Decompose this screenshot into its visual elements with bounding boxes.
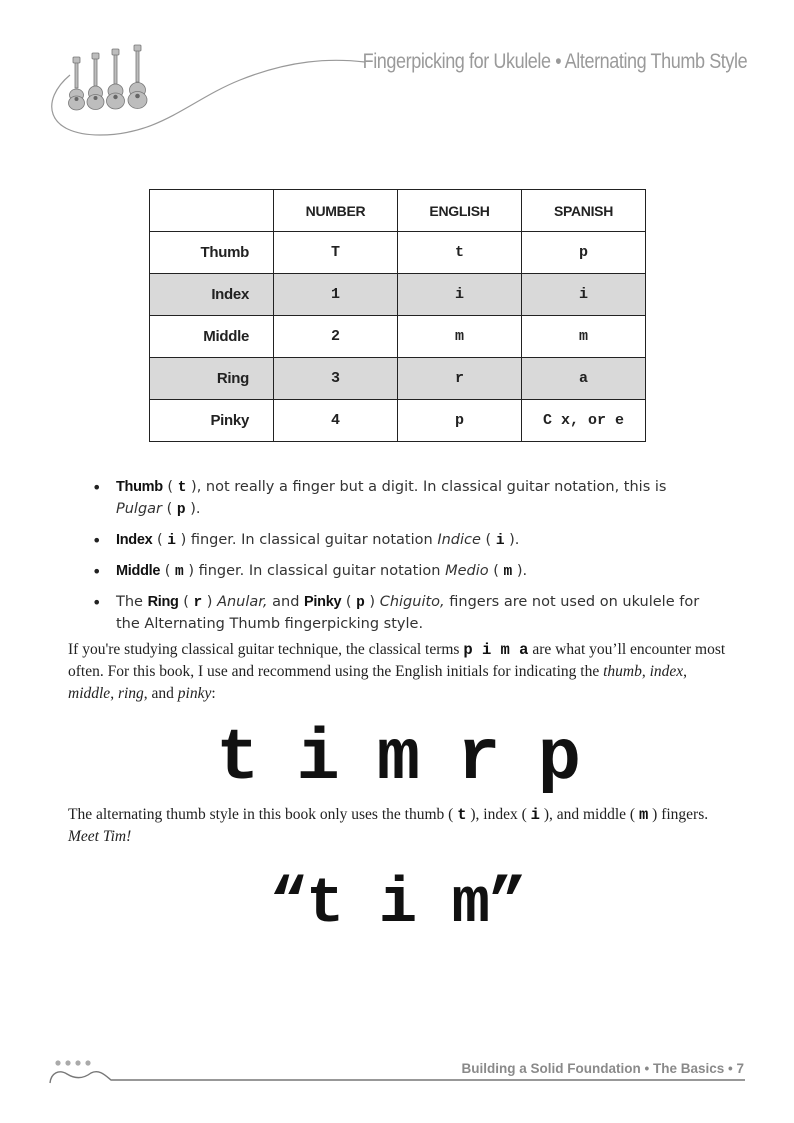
table-cell: 3 xyxy=(274,358,398,400)
finger-code: r xyxy=(193,595,203,611)
finger-code: i xyxy=(495,533,505,549)
table-cell: 2 xyxy=(274,316,398,358)
bullet-text: ). xyxy=(516,563,528,579)
list-item: • The Ring ( r ) Anular, and Pinky ( p ) Chiguito, fingers are not used on ukulele for the Alternating Thumb fingerpicking style. xyxy=(92,592,712,635)
bullet-italic: Chiguito, xyxy=(379,594,445,610)
bullet-text: and xyxy=(272,594,300,610)
bullet-text: fingers are not used on ukulele for the Alternating Thumb fingerpicking style. xyxy=(116,594,700,632)
header-ukulele-graphic xyxy=(40,40,380,140)
finger-code: i xyxy=(167,533,176,549)
paragraph-text: ) fingers. xyxy=(652,806,709,823)
paragraph-text: The alternating thumb style in this book only uses the thumb ( xyxy=(68,806,454,823)
row-label: Ring xyxy=(150,358,274,400)
paragraph-text: and xyxy=(151,685,174,702)
finger-word: ring xyxy=(117,685,144,702)
table-cell: t xyxy=(398,232,522,274)
finger-word: middle xyxy=(68,685,111,702)
table-row xyxy=(150,400,646,442)
running-footer: Building a Solid Foundation • The Basics • 7 xyxy=(461,1061,744,1076)
table-cell: i xyxy=(522,274,646,316)
row-label: Index xyxy=(150,274,274,316)
paragraph-italic: Meet Tim! xyxy=(68,828,132,845)
bullet-text: The xyxy=(116,594,143,610)
bullet-text: ). xyxy=(509,532,520,548)
term-thumb: Thumb xyxy=(116,479,163,495)
row-label: Pinky xyxy=(150,400,274,442)
paragraph-text: : xyxy=(211,685,216,702)
table-cell: 1 xyxy=(274,274,398,316)
table-header-row xyxy=(150,190,646,232)
finger-word: pinky xyxy=(177,685,212,702)
table-row xyxy=(150,232,646,274)
paragraph-text: ), and middle ( xyxy=(543,806,636,823)
bullet-text: ), not really a finger but a digit. In classical guitar notation, this is xyxy=(191,479,667,495)
finger-code: m xyxy=(638,806,649,824)
table-header-cell xyxy=(150,190,274,232)
finger-code: p i m a xyxy=(463,641,529,659)
table-cell: i xyxy=(398,274,522,316)
finger-code: t xyxy=(457,806,467,824)
table-cell: p xyxy=(398,400,522,442)
term-middle: Middle xyxy=(116,563,161,579)
running-header-title: Fingerpicking for Ukulele • Alternating Thumb Style xyxy=(362,50,747,73)
term-ring: Ring xyxy=(147,594,179,610)
row-label: Thumb xyxy=(150,232,274,274)
body-paragraph: If you're studying classical guitar technique, the classical terms p i m a are what you’ll encounter most often. For this book, I use and recommend using the English initials for indicating the thumb, index, middle, ring, and pinky: xyxy=(68,641,726,702)
ukulele-icon xyxy=(107,49,125,109)
row-label: Middle xyxy=(150,316,274,358)
finger-code: m xyxy=(503,564,513,580)
finger-notation-table xyxy=(149,189,646,442)
bullet-text: ) finger. In classical guitar notation xyxy=(188,563,441,579)
table-header-cell: ENGLISH xyxy=(398,190,522,232)
term-index: Index xyxy=(116,532,153,548)
bullet-text: ) finger. In classical guitar notation xyxy=(180,532,433,548)
table-row xyxy=(150,316,646,358)
table-cell: m xyxy=(398,316,522,358)
table-row xyxy=(150,274,646,316)
finger-code: t xyxy=(177,480,187,496)
finger-code: p xyxy=(176,502,186,518)
tim-display: “t i m” xyxy=(269,869,525,941)
table-cell: r xyxy=(398,358,522,400)
ukulele-icon xyxy=(87,53,104,110)
bullet-italic: Anular, xyxy=(217,594,268,610)
table-cell: a xyxy=(522,358,646,400)
paragraph-text: ), index ( xyxy=(470,806,527,823)
ukulele-icon xyxy=(128,45,147,109)
paragraph-text: If you're studying classical guitar technique, the classical terms xyxy=(68,641,460,658)
finger-initials-display: t i m r p xyxy=(216,718,578,800)
finger-word: index xyxy=(649,663,684,680)
finger-bullet-list xyxy=(92,477,712,644)
table-cell: 4 xyxy=(274,400,398,442)
list-item: • Thumb ( t ), not really a finger but a digit. In classical guitar notation, this is Pulgar ( p ). xyxy=(92,477,712,521)
ukulele-icon xyxy=(69,57,85,110)
bullet-italic: Pulgar xyxy=(116,501,163,517)
list-item: • Middle ( m ) finger. In classical guitar notation Medio ( m ). xyxy=(92,561,712,583)
table-row xyxy=(150,358,646,400)
table-header-cell: NUMBER xyxy=(274,190,398,232)
finger-word: thumb xyxy=(603,663,642,680)
table-cell: T xyxy=(274,232,398,274)
table-header-cell: SPANISH xyxy=(522,190,646,232)
paragraph-text: are what you’ll encounter most often. For this book, I use and recommend using the English initials for indicating the xyxy=(68,641,726,680)
table-cell: m xyxy=(522,316,646,358)
list-item: • Index ( i ) finger. In classical guitar notation Indice ( i ). xyxy=(92,530,712,552)
bullet-italic: Indice xyxy=(437,532,481,548)
finger-code: p xyxy=(356,595,365,611)
table-cell: C x, or e xyxy=(522,400,646,442)
bullet-text: ). xyxy=(190,501,201,517)
finger-code: m xyxy=(175,564,184,580)
term-pinky: Pinky xyxy=(304,594,342,610)
bullet-italic: Medio xyxy=(445,563,489,579)
body-paragraph xyxy=(68,804,728,848)
table-cell: p xyxy=(522,232,646,274)
finger-code: i xyxy=(530,806,540,824)
